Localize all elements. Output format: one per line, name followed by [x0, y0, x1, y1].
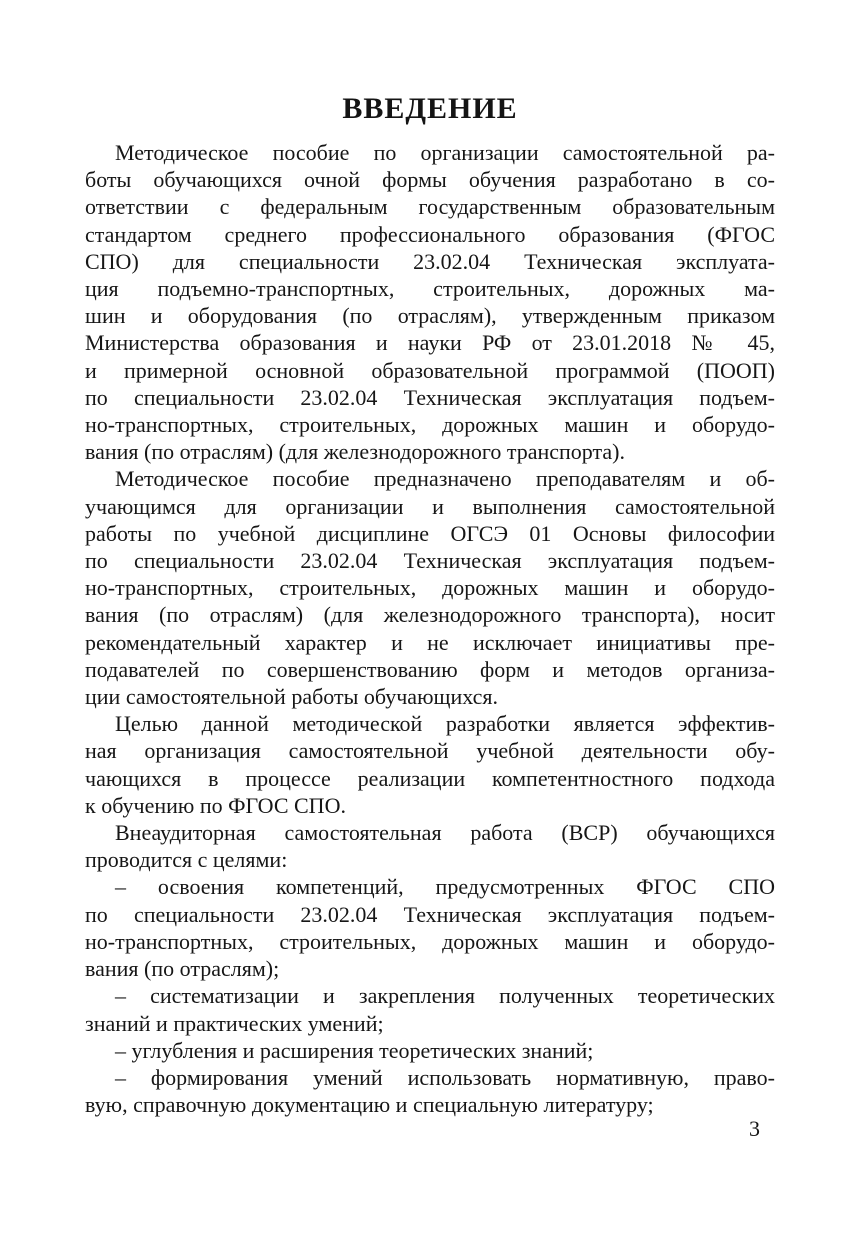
- text-line: по специальности 23.02.04 Техническая эксплуатация подъем-: [85, 548, 775, 574]
- paragraph: [85, 819, 775, 873]
- paragraph: [85, 139, 775, 465]
- bullet-paragraph: [85, 1037, 775, 1064]
- text-line: Методическое пособие по организации самостоятельной ра-: [115, 140, 775, 165]
- text-line: – освоения компетенций, предусмотренных ФГОС СПО: [115, 874, 775, 900]
- text-line: знаний и практических умений;: [85, 1010, 384, 1036]
- bullet-paragraph: [85, 1064, 775, 1118]
- bullet-paragraph: [85, 982, 775, 1036]
- text-line: по специальности 23.02.04 Техническая эксплуатация подъем-: [85, 384, 775, 410]
- text-line: ции самостоятельной работы обучающихся.: [85, 684, 498, 710]
- page-title: ВВЕДЕНИЕ: [342, 92, 518, 125]
- text-line: вания (по отраслям) (для железнодорожного транспорта), носит: [85, 602, 775, 628]
- text-line: работы по учебной дисциплине ОГСЭ 01 Основы философии: [85, 520, 775, 546]
- text-line: Методическое пособие предназначено преподавателям и об-: [115, 466, 775, 492]
- text-line: и примерной основной образовательной программой (ПООП): [85, 357, 775, 383]
- bullet-paragraph: [85, 873, 775, 982]
- body-text: [85, 139, 775, 1118]
- text-line: – углубления и расширения теоретических знаний;: [115, 1037, 594, 1063]
- text-line: вания (по отраслям);: [85, 956, 280, 982]
- text-line: вания (по отраслям) (для железнодорожного транспорта).: [85, 439, 625, 465]
- text-line: Внеаудиторная самостоятельная работа (ВСР) обучающихся: [115, 820, 775, 846]
- text-line: проводится с целями:: [85, 847, 288, 873]
- text-line: вую, справочную документацию и специальную литературу;: [85, 1092, 654, 1118]
- text-line: – систематизации и закрепления полученных теоретических: [115, 983, 775, 1009]
- text-line: боты обучающихся очной формы обучения разработано в со-: [85, 167, 775, 193]
- text-line: ответствии с федеральным государственным образовательным: [85, 194, 775, 220]
- text-line: Министерства образования и науки РФ от 23.01.2018 № 45,: [85, 330, 775, 356]
- text-line: учающимся для организации и выполнения самостоятельной: [85, 493, 775, 519]
- text-line: чающихся в процессе реализации компетентностного подхода: [85, 765, 775, 791]
- text-line: СПО) для специальности 23.02.04 Техническая эксплуата-: [85, 248, 775, 274]
- text-line: ная организация самостоятельной учебной деятельности обу-: [85, 738, 775, 764]
- text-line: шин и оборудования (по отраслям), утвержденным приказом: [85, 303, 775, 329]
- text-line: ция подъемно-транспортных, строительных, дорожных ма-: [85, 276, 775, 302]
- text-line: по специальности 23.02.04 Техническая эксплуатация подъем-: [85, 901, 775, 927]
- text-line: но-транспортных, строительных, дорожных машин и оборудо-: [85, 412, 775, 438]
- text-line: подавателей по совершенствованию форм и методов организа-: [85, 656, 775, 682]
- page-number: 3: [749, 1116, 760, 1141]
- paragraph: [85, 710, 775, 819]
- text-line: стандартом среднего профессионального образования (ФГОС: [85, 221, 775, 247]
- text-line: но-транспортных, строительных, дорожных машин и оборудо-: [85, 928, 775, 954]
- text-line: к обучению по ФГОС СПО.: [85, 792, 346, 818]
- text-line: – формирования умений использовать нормативную, право-: [115, 1064, 775, 1090]
- text-line: Целью данной методической разработки является эффектив-: [115, 711, 775, 737]
- text-line: но-транспортных, строительных, дорожных машин и оборудо-: [85, 575, 775, 601]
- paragraph: [85, 465, 775, 710]
- text-line: рекомендательный характер и не исключает инициативы пре-: [85, 629, 775, 655]
